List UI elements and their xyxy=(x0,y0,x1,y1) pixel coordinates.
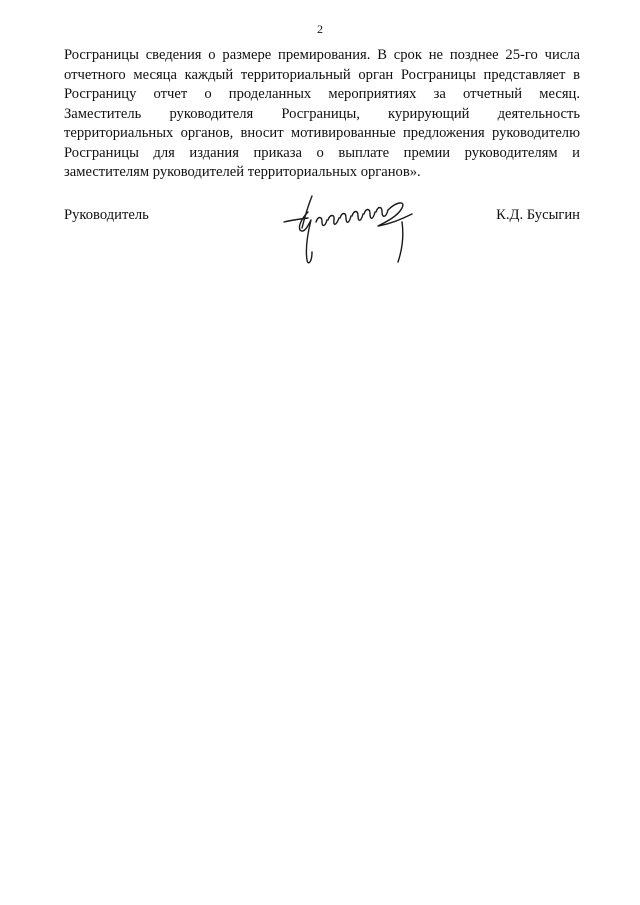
page-number: 2 xyxy=(317,22,323,36)
paragraph-line: Росграницы сведения о размере премирования. В срок не позднее 25-го числа xyxy=(64,47,580,63)
paragraph-line: Росграницы для издания приказа о выплате премии руководителям и xyxy=(64,144,580,161)
paragraph-line: территориальных органов, вносит мотивированные предложения руководителю xyxy=(64,125,580,141)
handwritten-signature xyxy=(278,192,416,282)
paragraph-line: отчетного месяца каждый территориальный орган Росграницы представляет в xyxy=(64,66,580,83)
paragraph-line: заместителям руководителей территориальных органов». xyxy=(64,164,421,180)
signer-title: Руководитель xyxy=(64,207,149,223)
signer-name: К.Д. Бусыгин xyxy=(496,207,580,223)
signature-block xyxy=(64,206,580,286)
body-paragraph xyxy=(64,46,580,183)
paragraph-line: Заместитель руководителя Росграницы, курирующий деятельность xyxy=(64,105,580,122)
paragraph-line: Росграницу отчет о проделанных мероприятиях за отчетный месяц. xyxy=(64,86,580,102)
